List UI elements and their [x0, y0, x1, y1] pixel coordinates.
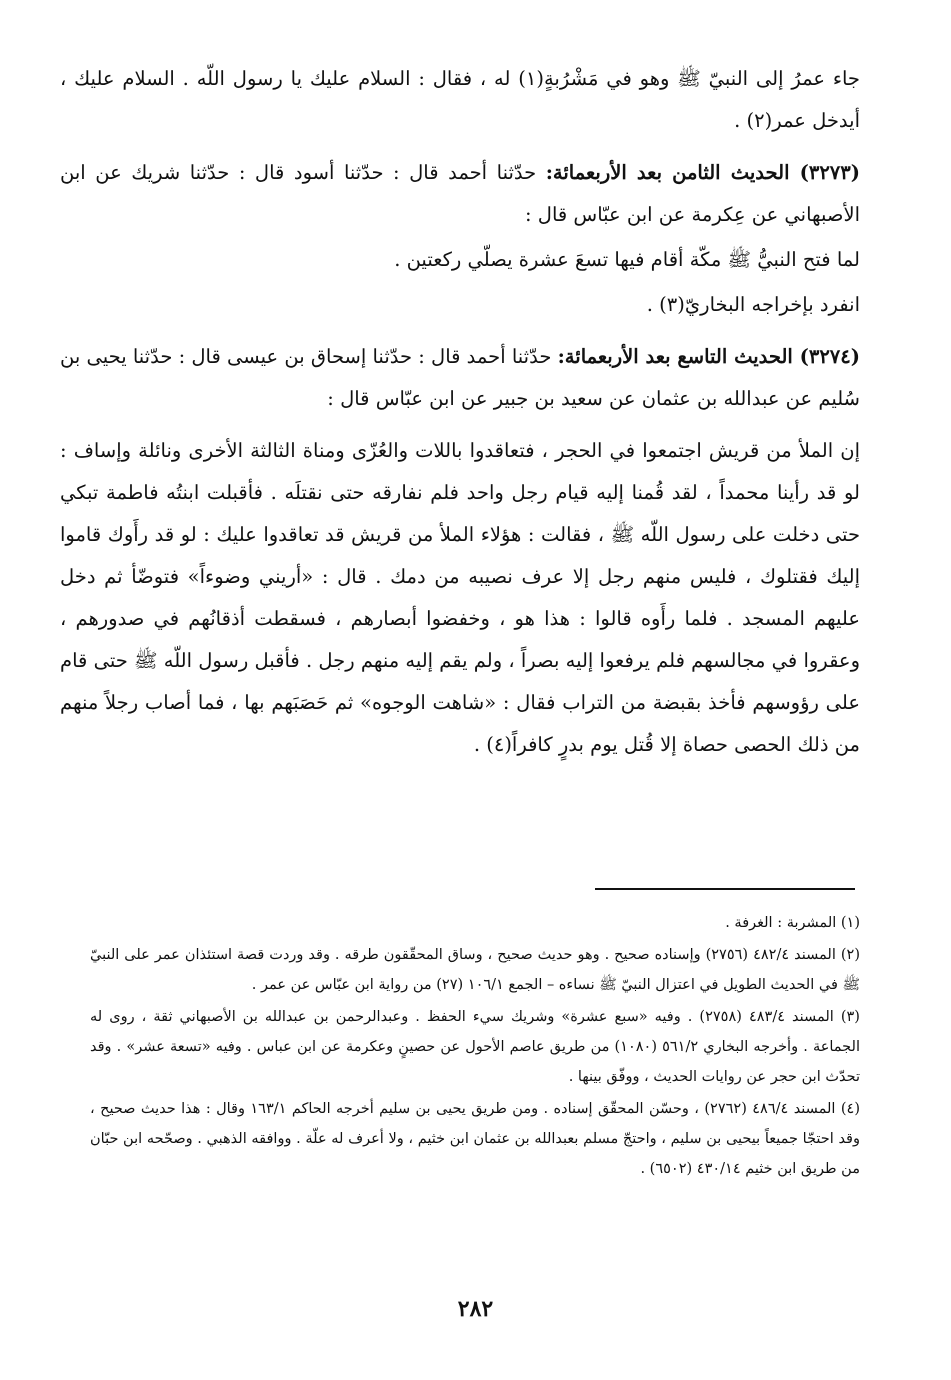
hadith-3273-note: انفرد بإخراجه البخاريّ(٣) . — [646, 293, 860, 316]
hadith-3273-heading: (٣٢٧٣) الحديث الثامن بعد الأربعمائة: — [545, 161, 860, 184]
hadith-3274-isnad: حدّثنا أحمد قال : حدّثنا إسحاق بن عيسى قال : حدّثنا يحيى بن سُليم عن عبدالله بن عثمان عن سعيد بن جبير عن ابن عبّاس قال : — [60, 345, 860, 410]
hadith-3273-isnad: حدّثنا أحمد قال : حدّثنا أسود قال : حدّثنا شريك عن ابن الأصبهاني عن عِكرمة عن ابن عبّاس قال : — [60, 161, 860, 226]
footnote-divider — [595, 888, 855, 890]
footnote-3: (٣) المسند ٤٨٣/٤ (٢٧٥٨) . وفيه «سبع عشرة» وشريك سيء الحفظ . وعبدالرحمن بن عبدالله بن الأصبهاني ثقة ، روى له الجماعة . وأخرجه البخاري ٥٦١/٢ (١٠٨٠) من طريق عاصم الأحول عن حصينٍ وعكرمة عن ابن عباس . وفيه «تسعة عشر» . وقد تحدّث ابن حجر عن روايات الحديث ، ووفّق بينها . — [90, 1009, 860, 1085]
hadith-3274-heading: (٣٢٧٤) الحديث التاسع بعد الأربعمائة: — [557, 345, 860, 368]
footnote-2: (٢) المسند ٤٨٢/٤ (٢٧٥٦) وإسناده صحيح . وهو حديث صحيح ، وساق المحقّقون طرقه . وقد وردت قصة استئذان عمر على النبيّ ﷺ في الحديث الطويل في اعتزال النبيّ ﷺ نساءه – الجمع ١٠٦/١ (٢٧) من رواية ابن عبّاس عن عمر . — [90, 947, 860, 993]
footnotes — [90, 908, 860, 1186]
main-text — [60, 58, 860, 766]
hadith-3274 — [60, 336, 860, 420]
hadith-3274-text: إن الملأ من قريش اجتمعوا في الحجر ، فتعاقدوا باللات والعُزّى ومناة الثالثة الأخرى ونائلة وإساف : لو قد رأينا محمداً ، لقد قُمنا إليه قيام رجل واحد فلم نفارقه حتى نقتلَه . فأقبلت ابنتُه فاطمة تبكي حتى دخلت على رسول اللّه ﷺ ، فقالت : هؤلاء الملأ من قريش قد تعاقدوا عليك : لو قد رأَوك قاموا إليك فقتلوك ، فليس منهم رجل إلا عرف نصيبه من دمك . قال : «أريني وضوءاً» فتوضّأ ثم دخل عليهم المسجد . فلما رأَوه قالوا : هذا هو ، وخفضوا أبصارهم ، فسقطت أذقانُهم في صدورهم ، وعقروا في مجالسهم فلم يرفعوا إليه بصراً ، ولم يقم إليه منهم رجل . فأقبل رسول اللّه ﷺ حتى قام على رؤوسهم فأخذ بقبضة من التراب فقال : «شاهت الوجوه» ثم حَصَبَهم بها ، فما أصاب رجلاً منهم من ذلك الحصى حصاة إلا قُتل يوم بدرٍ كافراً(٤) . — [60, 439, 860, 756]
hadith-3273-text: لما فتح النبيُّ ﷺ مكّة أقام فيها تسعَ عشرة يصلّي ركعتين . — [394, 248, 860, 271]
footnote-4: (٤) المسند ٤٨٦/٤ (٢٧٦٢) ، وحسّن المحقّق إسناده . ومن طريق يحيى بن سليم أخرجه الحاكم ١٦٣/١ وقال : هذا حديث صحيح ، وقد احتجّا جميعاً بيحيى بن سليم ، واحتجّ مسلم بعبدالله بن عثمان ابن خثيم ، ولا أعرف له علّة . ووافقه الذهبي . وصحّحه ابن حبّان من طريق ابن خثيم ٤٣٠/١٤ (٦٥٠٢) . — [90, 1101, 860, 1177]
footnote-1: (١) المشربة : الغرفة . — [725, 915, 860, 931]
hadith-3273 — [60, 152, 860, 236]
page-number: ٢٨٢ — [457, 1296, 494, 1322]
paragraph-opening: جاء عمرُ إلى النبيّ ﷺ وهو في مَشْرُبةٍ(١) له ، فقال : السلام عليك يا رسول اللّه . السلام عليك ، أيدخل عمر(٢) . — [60, 67, 860, 132]
